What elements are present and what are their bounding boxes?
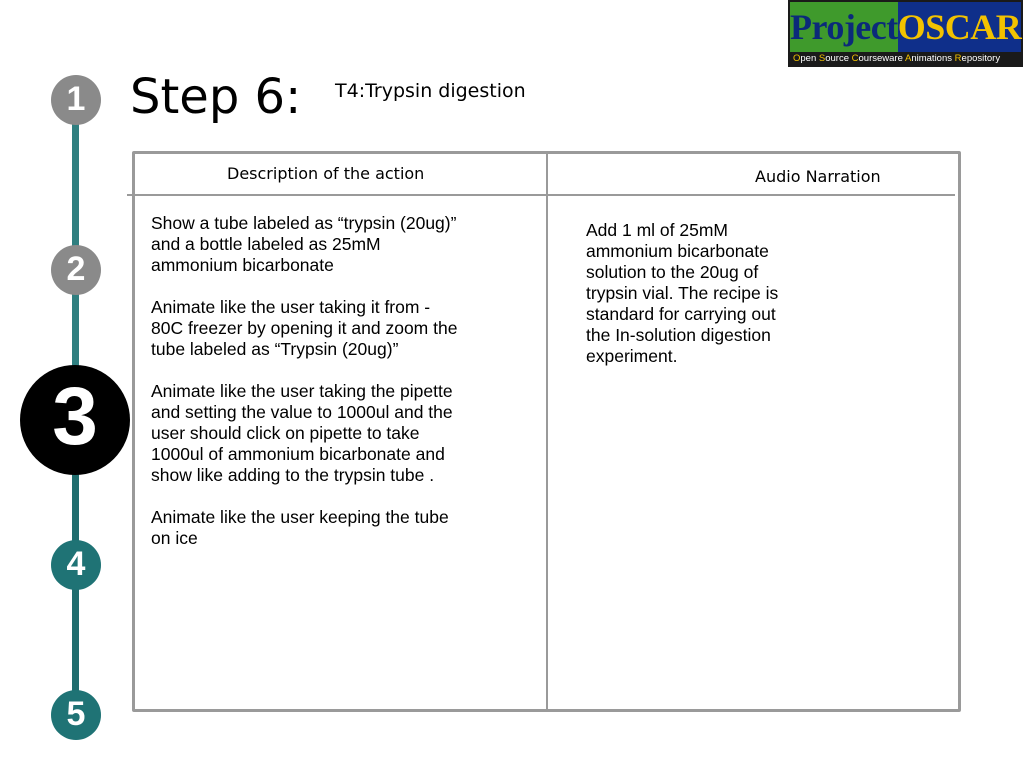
project-oscar-logo xyxy=(788,0,1023,67)
logo-wordmark xyxy=(790,2,1021,52)
description-paragraph: Show a tube labeled as “trypsin (20ug)” and a bottle labeled as 25mM ammonium bicarbonate xyxy=(151,213,457,275)
audio-narration-column-header: Audio Narration xyxy=(755,167,881,186)
step-5-indicator[interactable]: 5 xyxy=(51,690,101,740)
tagline-rest: ourseware xyxy=(858,53,905,64)
table-header-divider xyxy=(127,194,955,196)
description-paragraph: Animate like the user taking it from - 80C freezer by opening it and zoom the tube labeled as “Trypsin (20ug)” xyxy=(151,297,458,359)
description-cell xyxy=(151,213,526,549)
tagline-cap: A xyxy=(905,53,912,64)
logo-word-project: Project xyxy=(790,2,898,52)
table-column-divider xyxy=(546,153,548,710)
logo-word-oscar: OSCAR xyxy=(898,2,1022,52)
narration-paragraph: Add 1 ml of 25mM ammonium bicarbonate solution to the 20ug of trypsin vial. The recipe is standard for carrying out the In-solution digestion experiment. xyxy=(586,220,779,366)
tagline-rest: ource xyxy=(825,53,852,64)
page-title: Step 6: xyxy=(130,69,302,125)
step-1-indicator[interactable]: 1 xyxy=(51,75,101,125)
tagline-rest: pen xyxy=(800,53,819,64)
tagline-rest: epository xyxy=(961,53,1001,64)
tagline-cap: O xyxy=(793,53,801,64)
description-paragraph: Animate like the user keeping the tube on ice xyxy=(151,507,449,548)
description-column-header: Description of the action xyxy=(227,164,425,183)
step-2-indicator[interactable]: 2 xyxy=(51,245,101,295)
page-subtitle: T4:Trypsin digestion xyxy=(335,80,526,102)
tagline-cap: R xyxy=(954,53,962,64)
step-rail-upper xyxy=(72,110,79,370)
step-3-indicator-current[interactable]: 3 xyxy=(20,365,130,475)
tagline-cap: C xyxy=(851,53,859,64)
logo-tagline xyxy=(790,52,1021,65)
step-4-indicator[interactable]: 4 xyxy=(51,540,101,590)
tagline-cap: S xyxy=(818,53,826,64)
tagline-rest: nimations xyxy=(911,53,955,64)
narration-cell xyxy=(586,220,826,367)
description-paragraph: Animate like the user taking the pipette and setting the value to 1000ul and the user should click on pipette to take 1000ul of ammonium bicarbonate and show like adding to the trypsin tube . xyxy=(151,381,453,485)
